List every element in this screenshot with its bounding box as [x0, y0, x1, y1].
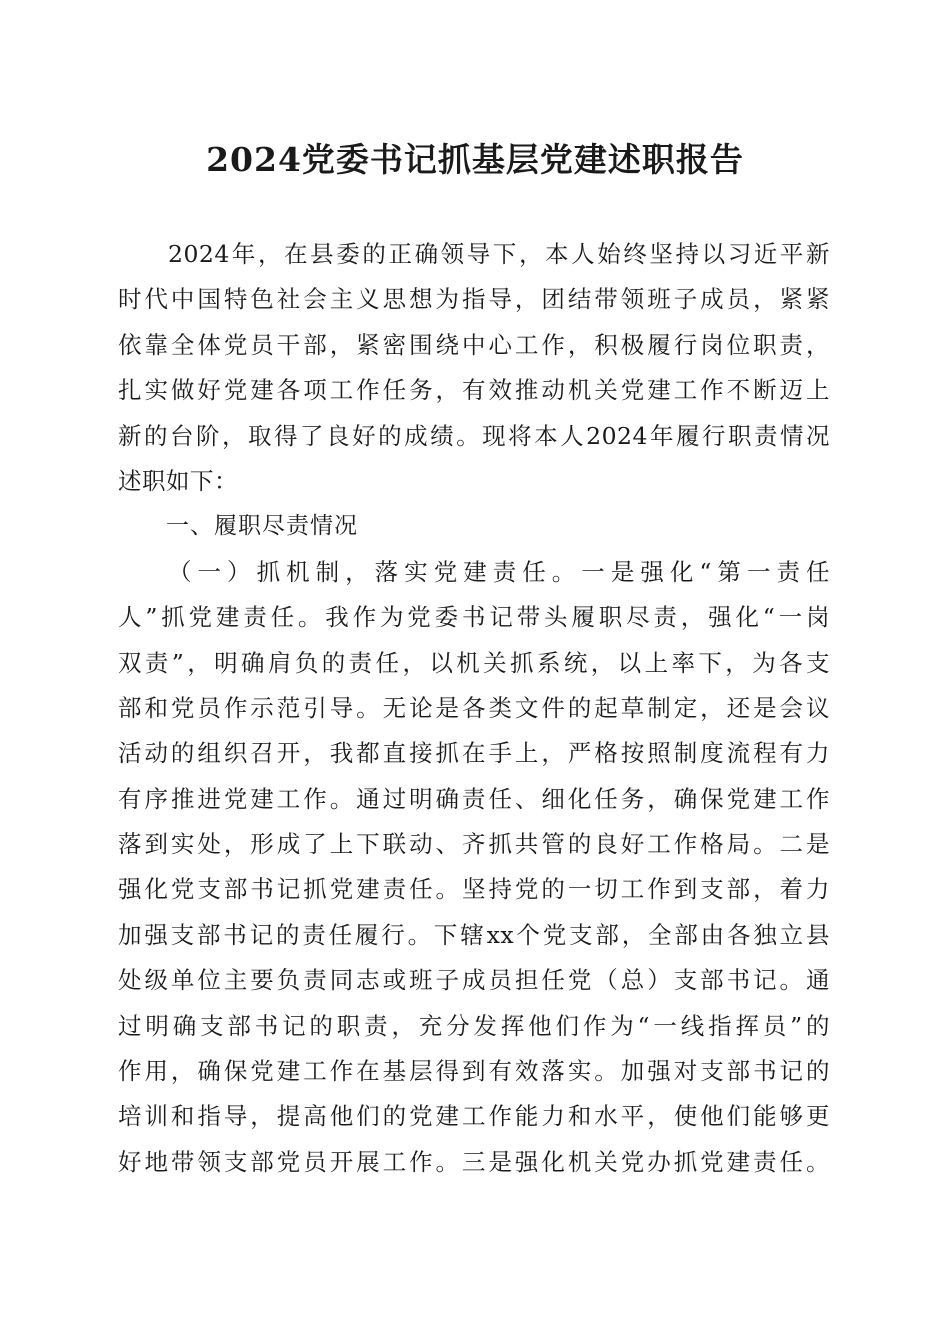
section-line: 好地带领支部党员开展工作。三是强化机关党办抓党建责任。	[118, 1147, 830, 1176]
intro-line: 时代中国特色社会主义思想为指导，团结带领班子成员，紧紧	[118, 285, 830, 314]
intro-line: 新的台阶，取得了良好的成绩。现将本人2024年履行职责情况	[118, 421, 830, 450]
section-line: 部和党员作示范引导。无论是各类文件的起草制定，还是会议	[118, 693, 830, 722]
intro-line: 2024年，在县委的正确领导下，本人始终坚持以习近平新	[168, 240, 830, 268]
section-line: 活动的组织召开，我都直接抓在手上，严格按照制度流程有力	[118, 739, 830, 768]
section-line: 培训和指导，提高他们的党建工作能力和水平，使他们能够更	[118, 1102, 830, 1131]
section-line: 过明确支部书记的职责，充分发挥他们作为“一线指挥员”的	[118, 1011, 830, 1040]
section-line: 强化党支部书记抓党建责任。坚持党的一切工作到支部，着力	[118, 875, 830, 904]
document-title: 2024党委书记抓基层党建述职报告	[206, 140, 744, 179]
section-line: 落到实处，形成了上下联动、齐抓共管的良好工作格局。二是	[118, 830, 830, 859]
intro-line: 依靠全体党员干部，紧密围绕中心工作，积极履行岗位职责，	[118, 330, 830, 359]
intro-line: 述职如下：	[118, 466, 238, 495]
intro-line: 扎实做好党建各项工作任务，有效推动机关党建工作不断迈上	[118, 376, 830, 405]
document-body	[118, 232, 830, 1185]
section-line: 有序推进党建工作。通过明确责任、细化任务，确保党建工作	[118, 784, 830, 813]
section-line: 处级单位主要负责同志或班子成员担任党（总）支部书记。通	[118, 966, 830, 995]
section-line: 人”抓党建责任。我作为党委书记带头履职尽责，强化“一岗	[118, 603, 830, 632]
section-line: （一）抓机制，落实党建责任。一是强化“第一责任	[168, 557, 830, 586]
section-line: 双责”，明确肩负的责任，以机关抓系统，以上率下，为各支	[118, 648, 830, 677]
section-line: 作用，确保党建工作在基层得到有效落实。加强对支部书记的	[118, 1057, 830, 1086]
section-heading: 一、履职尽责情况	[166, 513, 358, 540]
section-line: 加强支部书记的责任履行。下辖xx个党支部，全部由各独立县	[118, 920, 830, 949]
